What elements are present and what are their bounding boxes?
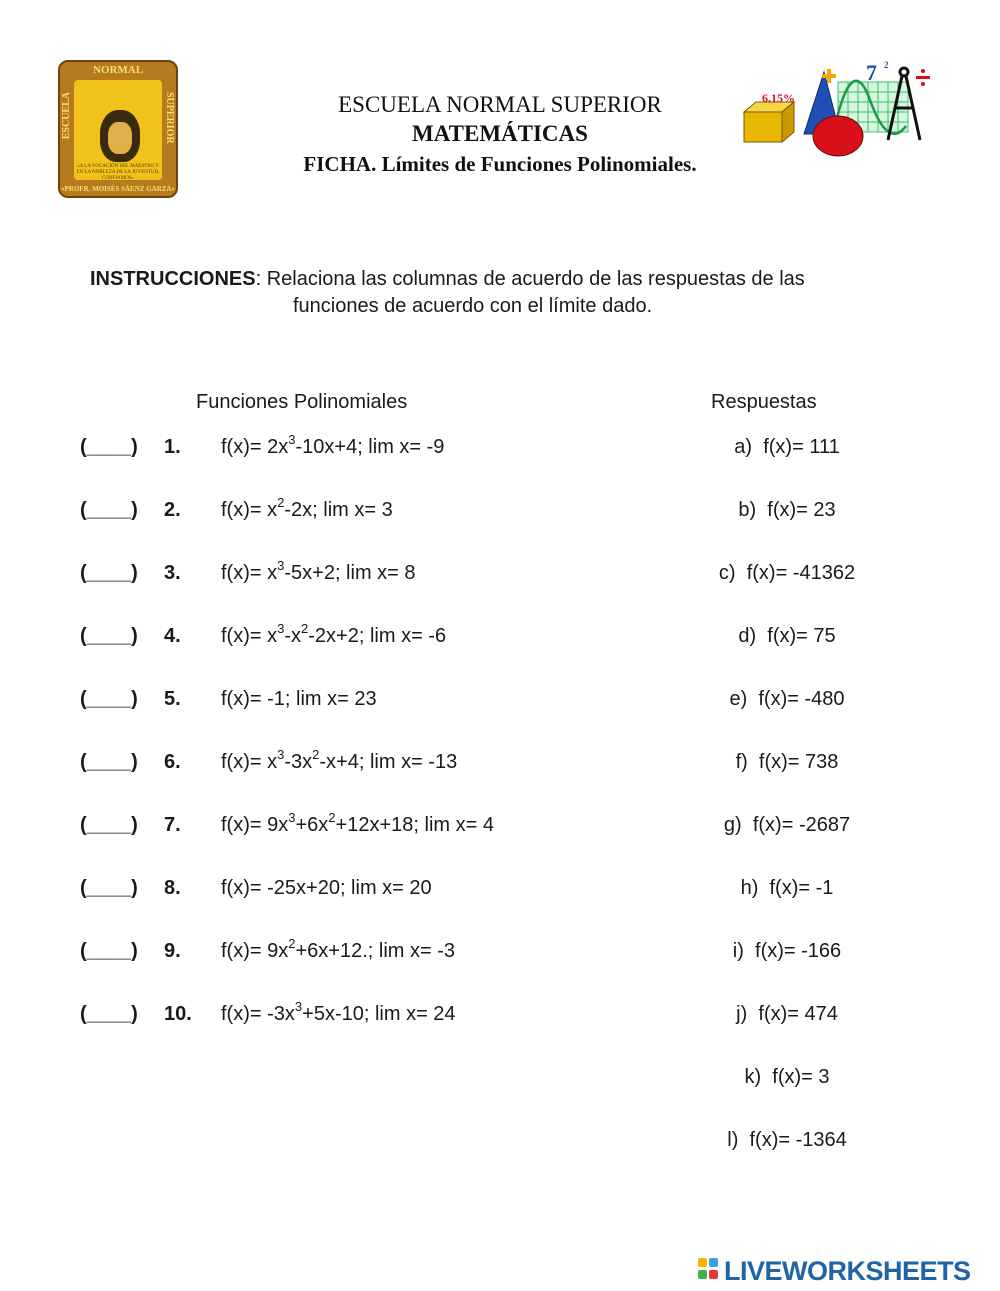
answer-value: f(x)= -41362 <box>746 562 856 584</box>
answer-blank[interactable]: (____) <box>80 1003 138 1025</box>
expression-part: f(x)= x <box>221 625 278 647</box>
instructions <box>90 266 920 320</box>
answer-value: f(x)= -1364 <box>749 1129 847 1151</box>
ellipse-shape <box>813 116 863 156</box>
answer-value: f(x)= -1 <box>769 877 834 899</box>
function-expression <box>221 688 377 711</box>
function-expression <box>221 558 416 585</box>
answer-option <box>687 625 887 648</box>
expression-part: -5x+2; lim x= 8 <box>284 562 416 584</box>
answer-letter: b) <box>738 499 757 521</box>
exponent: 2 <box>301 621 309 637</box>
expression-part: f(x)= x <box>221 562 278 584</box>
exponent: 2 <box>277 495 285 511</box>
answer-option <box>687 940 887 963</box>
function-expression <box>221 999 456 1026</box>
expression-part: f(x)= x <box>221 751 278 773</box>
instructions-label: INSTRUCCIONES <box>90 268 256 290</box>
question-number: 1. <box>164 436 181 458</box>
answer-value: f(x)= 111 <box>763 436 840 458</box>
expression-part: -2x; lim x= 3 <box>284 499 393 521</box>
exponent: 3 <box>277 747 285 763</box>
exponent: 2 <box>312 747 320 763</box>
percent-label: 6.15% <box>762 91 795 105</box>
answer-letter: c) <box>718 562 736 584</box>
worksheet-title: FICHA. Límites de Funciones Polinomiales. <box>303 152 697 176</box>
answer-value: f(x)= 474 <box>758 1003 838 1025</box>
answer-letter: e) <box>729 688 748 710</box>
seven-label: 7 <box>866 60 877 85</box>
function-expression <box>221 747 458 774</box>
answer-option <box>687 814 887 837</box>
question-number: 5. <box>164 688 181 710</box>
column-header-functions: Funciones Polinomiales <box>196 391 408 413</box>
expression-part: f(x)= -25x+20; lim x= 20 <box>221 877 432 899</box>
answer-option <box>687 751 887 774</box>
exponent: 3 <box>288 432 296 448</box>
logo-motto: «A LA VOCACIÓN DEL MAESTRO Y EN LA NOBLEZA DE LA JUVENTUD, CONFIAMOS» <box>76 164 160 181</box>
answer-value: f(x)= -480 <box>758 688 845 710</box>
column-header-answers: Respuestas <box>711 391 817 413</box>
instructions-line1: : Relaciona las columnas de acuerdo de las respuestas de las <box>255 268 805 290</box>
answer-value: f(x)= -2687 <box>752 814 851 836</box>
function-expression <box>221 810 494 837</box>
exponent: 3 <box>294 999 303 1015</box>
question-number: 4. <box>164 625 181 647</box>
answer-blank[interactable]: (____) <box>80 751 138 773</box>
answer-value: f(x)= -166 <box>755 940 842 962</box>
answer-letter: l) <box>727 1129 739 1151</box>
answer-letter: a) <box>734 436 753 458</box>
expression-part: f(x)= 2x <box>221 436 289 458</box>
exponent: 3 <box>277 621 285 637</box>
function-expression <box>221 495 393 522</box>
expression-part: f(x)= -3x <box>221 1003 295 1025</box>
division-bar-shape <box>916 76 930 79</box>
answer-blank[interactable]: (____) <box>80 814 138 836</box>
exponent: 2 <box>328 810 336 826</box>
function-expression <box>221 432 445 459</box>
question-number: 9. <box>164 940 181 962</box>
answer-letter: k) <box>744 1066 762 1088</box>
answer-blank[interactable]: (____) <box>80 625 138 647</box>
answer-value: f(x)= 738 <box>758 751 839 773</box>
question-number: 6. <box>164 751 181 773</box>
function-expression <box>221 877 432 900</box>
answer-letter: f) <box>735 751 748 773</box>
answer-letter: i) <box>732 940 744 962</box>
answer-value: f(x)= 75 <box>767 625 836 647</box>
answer-blank[interactable]: (____) <box>80 877 138 899</box>
answer-option <box>687 1003 887 1026</box>
expression-part: +12x+18; lim x= 4 <box>335 814 494 836</box>
logo-top-text: NORMAL <box>92 64 144 76</box>
answer-letter: h) <box>740 877 759 899</box>
logo-portrait <box>100 110 140 162</box>
question-number: 7. <box>164 814 181 836</box>
exponent: 3 <box>288 810 296 826</box>
answer-option <box>687 688 887 711</box>
answer-blank[interactable]: (____) <box>80 499 138 521</box>
exponent: 2 <box>288 936 296 952</box>
answer-option <box>687 1129 887 1152</box>
expression-part: -2x+2; lim x= -6 <box>308 625 447 647</box>
expression-part: +6x+12.; lim x= -3 <box>295 940 456 962</box>
logo-left-text: ESCUELA <box>61 92 72 140</box>
expression-part: +5x-10; lim x= 24 <box>302 1003 456 1025</box>
question-number: 3. <box>164 562 181 584</box>
division-dot-bottom <box>921 82 925 86</box>
logo-right-text: SUPERIOR <box>164 92 175 144</box>
answer-letter: j) <box>736 1003 748 1025</box>
question-number: 10. <box>164 1003 192 1025</box>
instructions-line2: funciones de acuerdo con el límite dado. <box>293 295 653 317</box>
function-expression <box>221 936 456 963</box>
answer-blank[interactable]: (____) <box>80 562 138 584</box>
expression-part: f(x)= x <box>221 499 278 521</box>
expression-part: -3x <box>284 751 313 773</box>
expression-part: -x <box>284 625 302 647</box>
answer-option <box>687 562 887 585</box>
expression-part: -10x+4; lim x= -9 <box>295 436 445 458</box>
exponent-label: 2 <box>884 60 889 70</box>
answer-value: f(x)= 23 <box>767 499 836 521</box>
brand-text: LIVEWORKSHEETS <box>724 1256 971 1286</box>
answer-value: f(x)= 3 <box>772 1066 830 1088</box>
question-number: 2. <box>164 499 181 521</box>
answer-blank[interactable]: (____) <box>80 436 138 458</box>
answer-letter: d) <box>738 625 757 647</box>
answer-option <box>687 499 887 522</box>
liveworksheets-logo-icon <box>698 1258 720 1282</box>
expression-part: +6x <box>295 814 329 836</box>
expression-part: f(x)= 9x <box>221 940 289 962</box>
division-dot-top <box>921 69 925 73</box>
subject-title: MATEMÁTICAS <box>412 121 588 146</box>
plus-v-shape <box>827 69 831 83</box>
answer-option <box>687 1066 887 1089</box>
box-front-shape <box>744 112 782 142</box>
answer-blank[interactable]: (____) <box>80 940 138 962</box>
expression-part: f(x)= -1; lim x= 23 <box>221 688 377 710</box>
school-name: ESCUELA NORMAL SUPERIOR <box>338 92 662 117</box>
question-number: 8. <box>164 877 181 899</box>
expression-part: -x+4; lim x= -13 <box>319 751 458 773</box>
math-clipart <box>736 60 946 160</box>
logo-bottom-text: «PROFR. MOISÉS SÁENZ GARZA» <box>61 185 175 193</box>
function-expression <box>221 621 447 648</box>
answer-option <box>687 877 887 900</box>
answer-option <box>687 436 887 459</box>
expression-part: f(x)= 9x <box>221 814 289 836</box>
school-logo <box>58 60 178 198</box>
exponent: 3 <box>277 558 285 574</box>
answer-letter: g) <box>723 814 742 836</box>
answer-blank[interactable]: (____) <box>80 688 138 710</box>
